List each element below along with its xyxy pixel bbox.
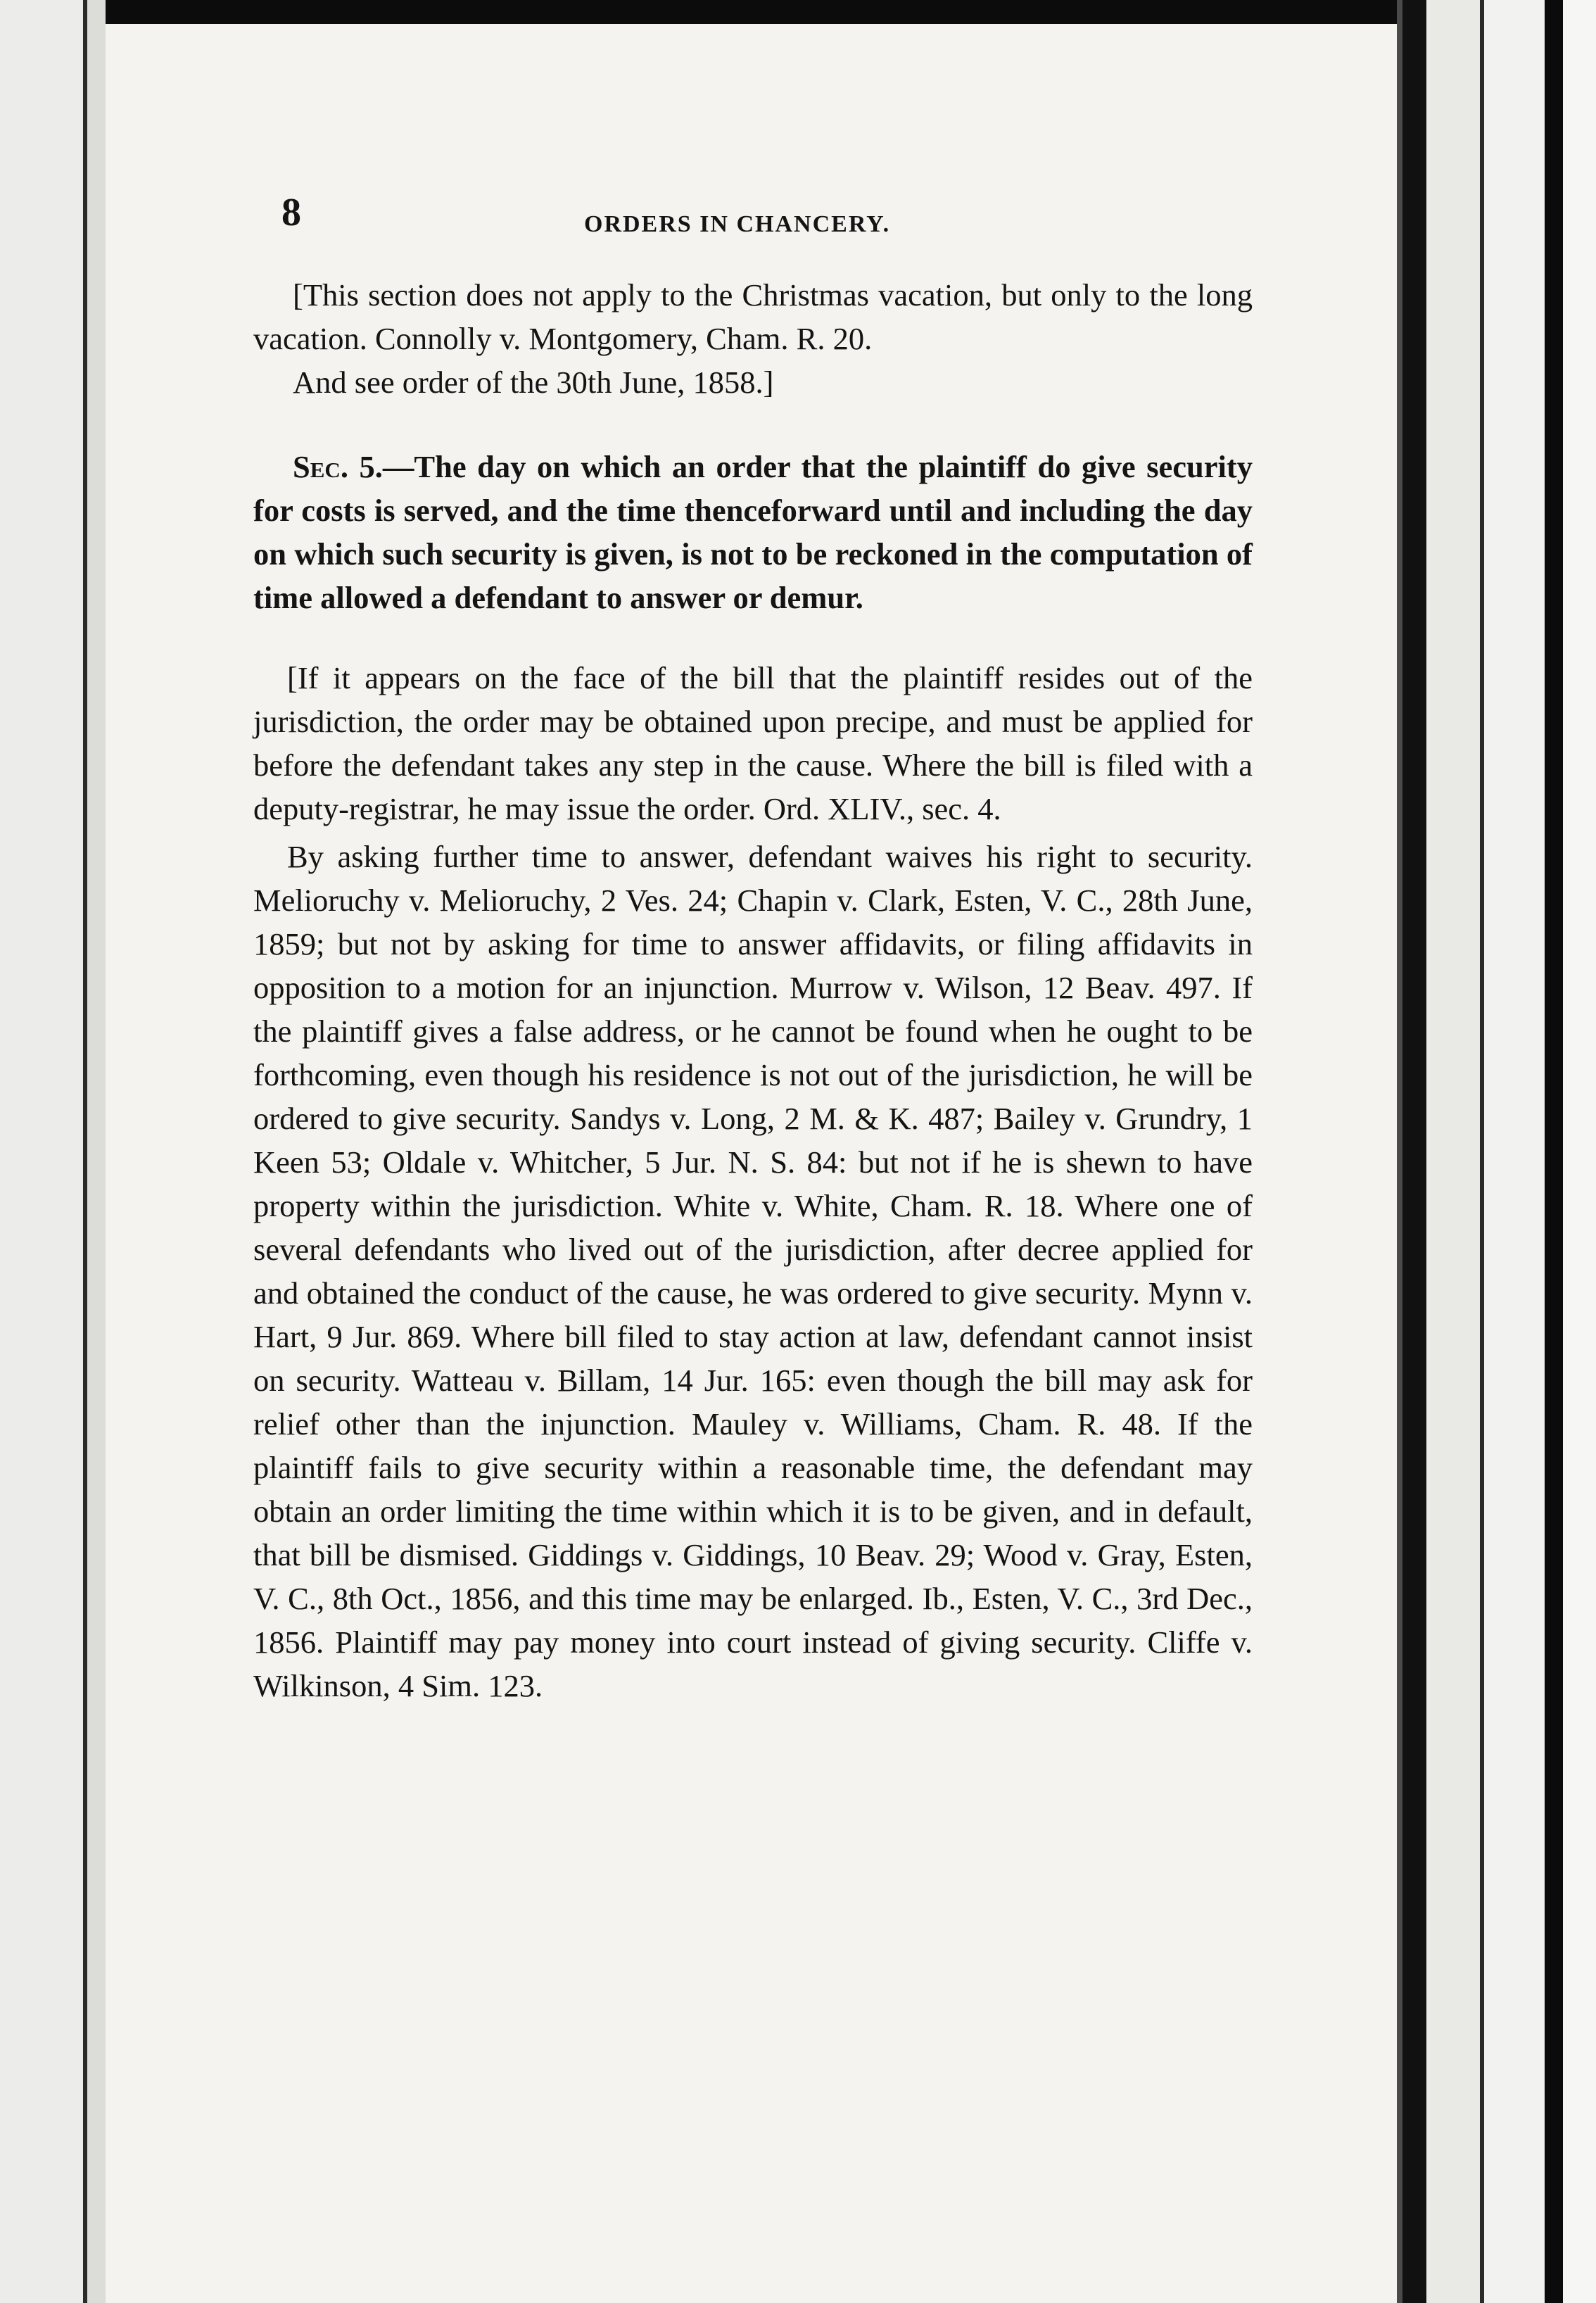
book-page — [253, 162, 1253, 1708]
scan-border-left — [0, 0, 106, 2303]
scan-border-top — [0, 0, 1596, 24]
section-label: Sec. 5. — [293, 449, 383, 484]
section-text: —The day on which an order that the plaintiff do give security for costs is served, and the time thenceforward until and including the day on which such security is given, is not to be reckoned in the computation of time allowed a defendant to answer or demur. — [253, 449, 1253, 615]
section-5-paragraph — [253, 445, 1253, 619]
note-paragraph-2: And see order of the 30th June, 1858.] — [293, 365, 774, 400]
note-paragraph-4: By asking further time to answer, defendant waives his right to security. Melioruchy v. Melioruchy, 2 Ves. 24; Chapin v. Clark, Esten, V. C., 28th June, 1859; but not by asking for time to answer affidavits, or filing affidavits in opposition to a motion for an injunction. Murrow v. Wilson, 12 Beav. 497. If the plaintiff gives a false address, or he cannot be found when he ought to be forthcoming, even though his residence is not out of the jurisdiction, he will be ordered to give security. Sandys v. Long, 2 M. & K. 487; Bailey v. Grundry, 1 Keen 53; Oldale v. Whitcher, 5 Jur. N. S. 84: but not if he is shewn to have property within the jurisdiction. White v. White, Cham. R. 18. Where one of several defendants who lived out of the jurisdiction, after decree applied for and obtained the conduct of the cause, he was ordered to give security. Mynn v. Hart, 9 Jur. 869. Where bill filed to stay action at law, defendant cannot insist on security. Watteau v. Billam, 14 Jur. 165: even though the bill may ask for relief other than the injunction. Mauley v. Williams, Cham. R. 48. If the plaintiff fails to give security within a reasonable time, the defendant may obtain an order limiting the time within which it is to be given, and in default, that bill be dismised. Giddings v. Giddings, 10 Beav. 29; Wood v. Gray, Esten, V. C., 8th Oct., 1856, and this time may be enlarged. Ib., Esten, V. C., 3rd Dec., 1856. Plaintiff may pay money into court instead of giving security. Cliffe v. Wilkinson, 4 Sim. 123. — [253, 839, 1253, 1703]
book-gutter — [1397, 0, 1596, 2303]
page-header — [253, 162, 1253, 246]
page-number: 8 — [281, 191, 301, 234]
running-title: ORDERS IN CHANCERY. — [584, 211, 891, 237]
note-paragraph-3: [If it appears on the face of the bill that the plaintiff resides out of the jurisdiction, the order may be obtained upon precipe, and must be applied for before the defendant takes any step in the cause. Where the bill is filed with a deputy-registrar, he may issue the order. Ord. XLIV., sec. 4. — [253, 660, 1253, 826]
note-paragraph-1: [This section does not apply to the Christmas vacation, but only to the long vacation. Connolly v. Montgomery, Cham. R. 20. — [253, 277, 1253, 356]
